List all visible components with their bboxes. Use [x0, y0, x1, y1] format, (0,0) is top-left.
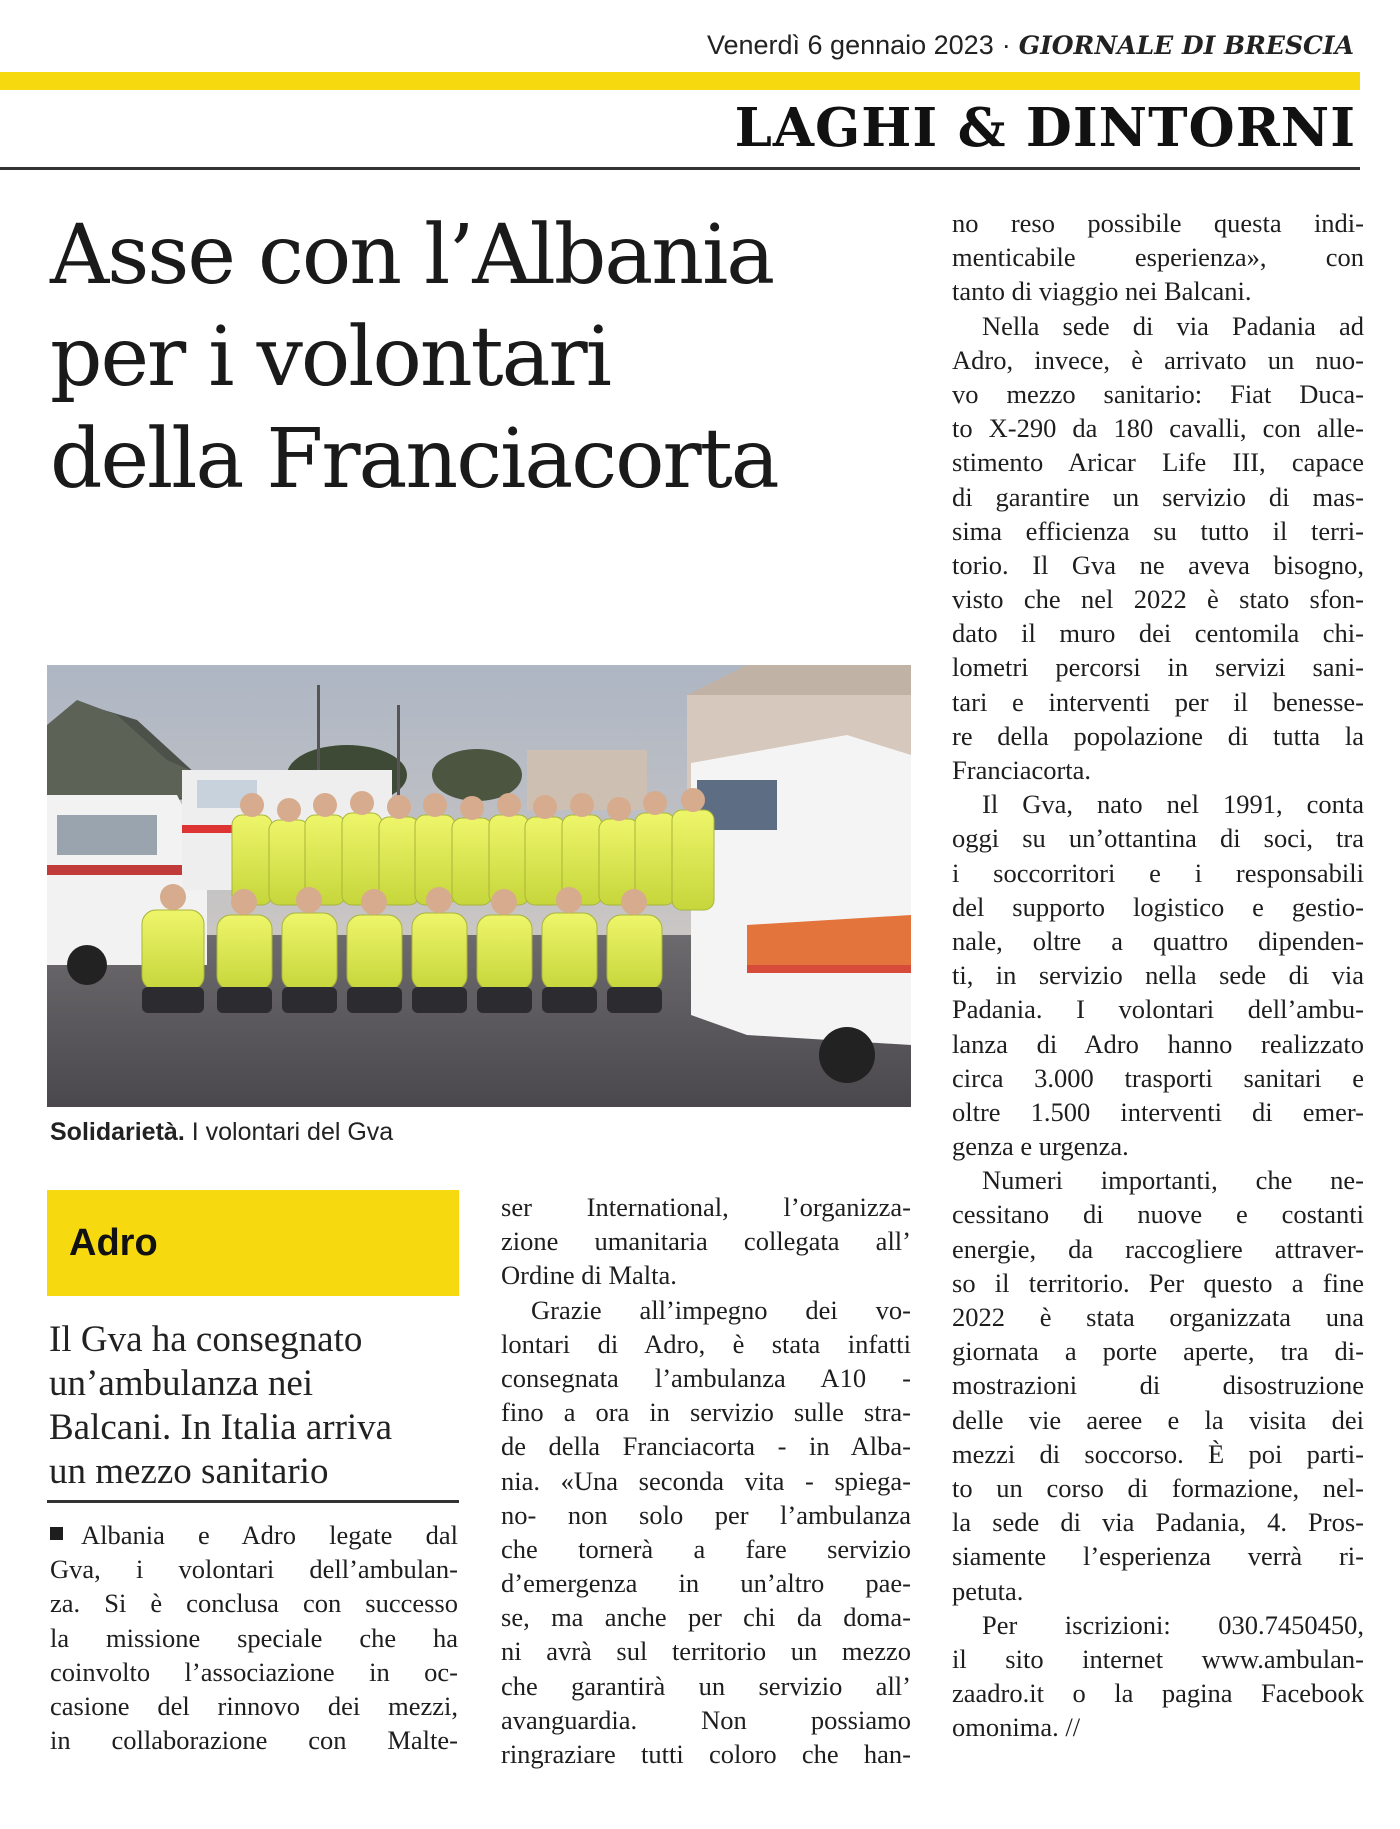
yellow-rule [0, 72, 1360, 90]
body-line: siamente l’esperienza verrà ri- [952, 1541, 1364, 1572]
body-line: omonima. // [952, 1712, 1081, 1743]
body-line: Numeri importanti, che ne- [982, 1165, 1364, 1196]
body-line: re della popolazione di tutta la [952, 720, 1364, 751]
subheadline [49, 1318, 459, 1494]
body-line: petuta. [952, 1575, 1024, 1606]
body-line: di garantire un servizio di mas- [952, 481, 1364, 512]
body-line: torio. Il Gva ne aveva bisogno, [952, 549, 1364, 580]
body-line: del supporto logistico e gestio- [952, 891, 1364, 922]
body-line: se, ma anche per chi da doma- [501, 1602, 911, 1633]
caption-text: I volontari del Gva [191, 1118, 394, 1146]
body-line: nale, oltre a quattro dipenden- [952, 925, 1364, 956]
section-title: LAGHI & DINTORNI [734, 97, 1356, 159]
body-line: genza e urgenza. [952, 1131, 1129, 1162]
body-column-2 [501, 1190, 911, 1771]
body-line: energie, da raccogliere attraver- [952, 1233, 1364, 1264]
body-line: Adro, invece, è arrivato un nuo- [952, 344, 1364, 375]
body-line: coinvolto l’associazione in oc- [50, 1656, 458, 1687]
body-line: 2022 è stata organizzata una [952, 1302, 1364, 1332]
headline [50, 205, 920, 511]
body-line: la sede di via Padania, 4. Pros- [952, 1507, 1364, 1538]
body-line: za. Si è conclusa con successo [50, 1588, 458, 1619]
body-line: to X-290 da 180 cavalli, con alle- [952, 413, 1364, 444]
body-line: Il Gva, nato nel 1991, conta [982, 789, 1364, 820]
body-line: ser International, l’organizza- [501, 1192, 911, 1222]
body-line: Per iscrizioni: 030.7450450, [982, 1609, 1364, 1640]
body-line: lometri percorsi in servizi sani- [952, 652, 1364, 683]
body-line: mostrazioni di disostruzione [952, 1370, 1364, 1401]
headline-line: Asse con l’Albania [50, 208, 774, 303]
body-line: ti, in servizio nella sede di via [952, 960, 1364, 991]
location-kicker [47, 1190, 459, 1296]
subhead-line: un’ambulanza nei [49, 1363, 314, 1404]
body-line: zaadro.it o la pagina Facebook [952, 1678, 1364, 1709]
body-line: fino a ora in servizio sulle stra- [501, 1397, 911, 1428]
body-line: to un corso di formazione, nel- [952, 1472, 1364, 1503]
body-line: circa 3.000 trasporti sanitari e [952, 1062, 1364, 1093]
body-line: zione umanitaria collegata all’ [501, 1226, 911, 1257]
body-line: no reso possibile questa indi- [952, 208, 1364, 238]
article-photo [47, 665, 911, 1107]
dateline [707, 30, 1354, 61]
body-line: Gva, i volontari dell’ambulan- [50, 1554, 458, 1585]
photo-caption [50, 1118, 393, 1147]
subhead-line: Il Gva ha consegnato [49, 1319, 363, 1360]
body-line: giornata a porte aperte, tra di- [952, 1336, 1364, 1367]
body-line: menticabile esperienza», con [952, 242, 1364, 273]
body-line: ringraziare tutti coloro che han- [501, 1739, 911, 1769]
body-line: consegnata l’ambulanza A10 - [501, 1362, 911, 1393]
body-line: vo mezzo sanitario: Fiat Duca- [952, 378, 1364, 409]
body-line: il sito internet www.ambulan- [952, 1643, 1364, 1674]
headline-line: della Franciacorta [50, 412, 778, 507]
body-line: Franciacorta. [952, 755, 1092, 785]
body-line: so il territorio. Per questo a fine [952, 1267, 1364, 1298]
body-line: delle vie aeree e la visita dei [952, 1404, 1364, 1435]
body-line: no- non solo per l’ambulanza [501, 1499, 911, 1530]
body-line: cessitano di nuove e costanti [952, 1199, 1364, 1230]
body-line: ni avrà sul territorio un mezzo [501, 1636, 911, 1667]
body-line: i soccorritori e i responsabili [952, 857, 1364, 888]
body-line: che garantirà un servizio all’ [501, 1670, 911, 1701]
body-line: Albania e Adro legate dal [50, 1518, 458, 1552]
body-line: Nella sede di via Padania ad [982, 310, 1364, 341]
body-line: avanguardia. Non possiamo [501, 1704, 911, 1735]
body-line: oltre 1.500 interventi di emer- [952, 1096, 1364, 1127]
body-line: sima efficienza su tutto il terri- [952, 515, 1364, 546]
body-line: tari e interventi per il benesse- [952, 686, 1364, 717]
subhead-divider [47, 1500, 459, 1503]
body-line: casione del rinnovo dei mezzi, [50, 1690, 458, 1721]
body-line: de della Franciacorta - in Alba- [501, 1431, 911, 1462]
body-line: lanza di Adro hanno realizzato [952, 1028, 1364, 1059]
dateline-separator: · [1001, 30, 1011, 60]
square-bullet-icon [50, 1527, 63, 1540]
body-line: dato il muro dei centomila chi- [952, 618, 1364, 649]
body-line: lontari di Adro, è stata infatti [501, 1328, 911, 1359]
body-line: in collaborazione con Malte- [50, 1725, 458, 1756]
subhead-line: Balcani. In Italia arriva [49, 1407, 393, 1448]
publication-date: Venerdì 6 gennaio 2023 [706, 30, 994, 60]
body-line: Ordine di Malta. [501, 1260, 677, 1291]
body-line: stimento Aricar Life III, capace [952, 447, 1364, 478]
body-line: oggi su un’ottantina di soci, tra [952, 823, 1364, 854]
section-divider [0, 167, 1360, 170]
body-line: Padania. I volontari dell’ambu- [952, 994, 1364, 1025]
headline-line: per i volontari [50, 310, 610, 405]
body-line: Grazie all’impegno dei vo- [531, 1294, 911, 1325]
body-line: tanto di viaggio nei Balcani. [952, 276, 1252, 307]
kicker-label: Adro [69, 1222, 158, 1264]
subhead-line: un mezzo sanitario [49, 1451, 329, 1492]
body-line: nia. «Una seconda vita - spiega- [501, 1465, 911, 1496]
body-line: d’emergenza in un’altro pae- [501, 1568, 911, 1599]
volunteers-group-photo [47, 665, 911, 1107]
body-line: la missione speciale che ha [50, 1622, 458, 1653]
caption-label: Solidarietà. [50, 1118, 185, 1146]
body-line: che tornerà a fare servizio [501, 1533, 911, 1564]
body-column-1 [50, 1518, 458, 1757]
body-column-3 [952, 206, 1364, 1744]
body-line: mezzi di soccorso. È poi parti- [952, 1438, 1364, 1469]
newspaper-name: GIORNALE DI BRESCIA [1018, 31, 1354, 60]
body-line: visto che nel 2022 è stato sfon- [952, 584, 1364, 615]
